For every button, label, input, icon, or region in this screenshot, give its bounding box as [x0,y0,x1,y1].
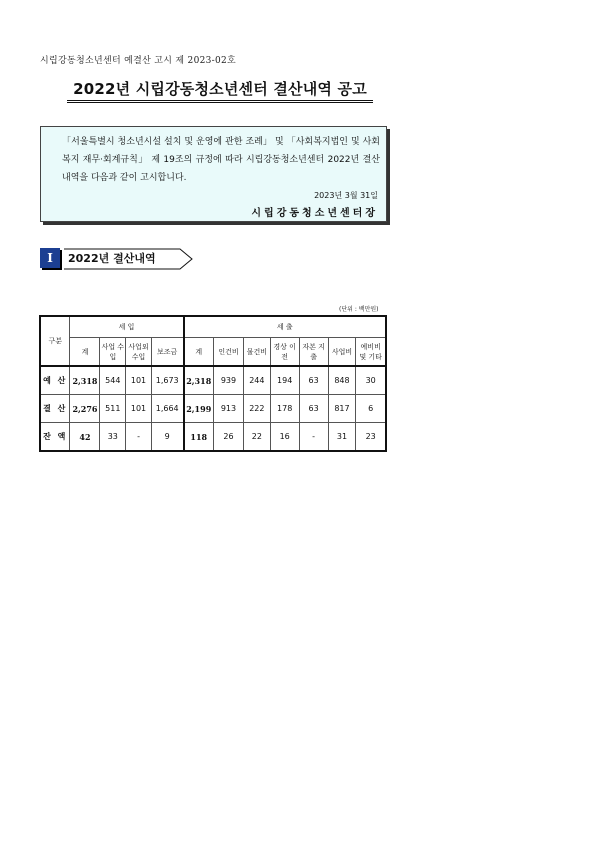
cell: 1,664 [151,395,183,423]
cell: 33 [100,423,126,452]
table-row [40,395,386,423]
col-expense-total: 계 [184,338,214,367]
cell: 22 [243,423,270,452]
notice-date: 2023년 3월 31일 [314,191,378,200]
header-income: 세 입 [70,316,184,338]
cell: 2,318 [70,366,100,395]
table-row [40,423,386,452]
cell: 939 [213,366,243,395]
row-label: 잔 액 [40,423,70,452]
row-label: 결 산 [40,395,70,423]
cell: 848 [328,366,356,395]
unit-label: (단위 : 백만원) [339,306,379,313]
cell: 30 [356,366,386,395]
header-expense: 세 출 [184,316,387,338]
cell: 817 [328,395,356,423]
col-goods: 물건비 [243,338,270,367]
notice-box [40,126,387,222]
cell: - [299,423,328,452]
col-capital: 자본 지출 [299,338,328,367]
notice-body: 「서울특별시 청소년시설 설치 및 운영에 관한 조례」 및 「사회복지법인 및 사회복지 재무·회계규칙」 제 19조의 규정에 따라 시립강동청소년센터 2022년 결산 내역을 다음과 같이 고시합니다. [62,137,380,183]
col-income-total: 계 [70,338,100,367]
cell: 913 [213,395,243,423]
section-label: 2022년 결산내역 [68,252,156,265]
col-nonbusiness-income: 사업외 수입 [126,338,152,367]
title-block [60,78,380,103]
cell: 9 [151,423,183,452]
cell: 118 [184,423,214,452]
col-project: 사업비 [328,338,356,367]
header-corner: 구분 [40,316,70,366]
col-business-income: 사업 수입 [100,338,126,367]
col-reserve: 예비비 및 기타 [356,338,386,367]
cell: 6 [356,395,386,423]
cell: 222 [243,395,270,423]
cell: 26 [213,423,243,452]
cell: 63 [299,366,328,395]
cell: 31 [328,423,356,452]
cell: 1,673 [151,366,183,395]
settlement-table [39,315,387,452]
section-number: I [40,248,60,268]
section-heading [40,248,200,268]
cell: 511 [100,395,126,423]
cell: 2,318 [184,366,214,395]
cell: 63 [299,395,328,423]
cell: 101 [126,366,152,395]
document-number: 시립강동청소년센터 예결산 고시 제 2023-02호 [40,56,237,66]
table-row [40,366,386,395]
col-transfer: 경상 이전 [270,338,299,367]
cell: 194 [270,366,299,395]
cell: 16 [270,423,299,452]
page-title: 2022년 시립강동청소년센터 결산내역 공고 [67,78,373,103]
row-label: 예 산 [40,366,70,395]
notice-signature: 시립강동청소년센터장 [251,208,378,219]
cell: - [126,423,152,452]
cell: 42 [70,423,100,452]
cell: 2,199 [184,395,214,423]
cell: 244 [243,366,270,395]
col-personnel: 인건비 [213,338,243,367]
cell: 2,276 [70,395,100,423]
cell: 23 [356,423,386,452]
cell: 544 [100,366,126,395]
cell: 101 [126,395,152,423]
cell: 178 [270,395,299,423]
col-subsidy: 보조금 [151,338,183,367]
